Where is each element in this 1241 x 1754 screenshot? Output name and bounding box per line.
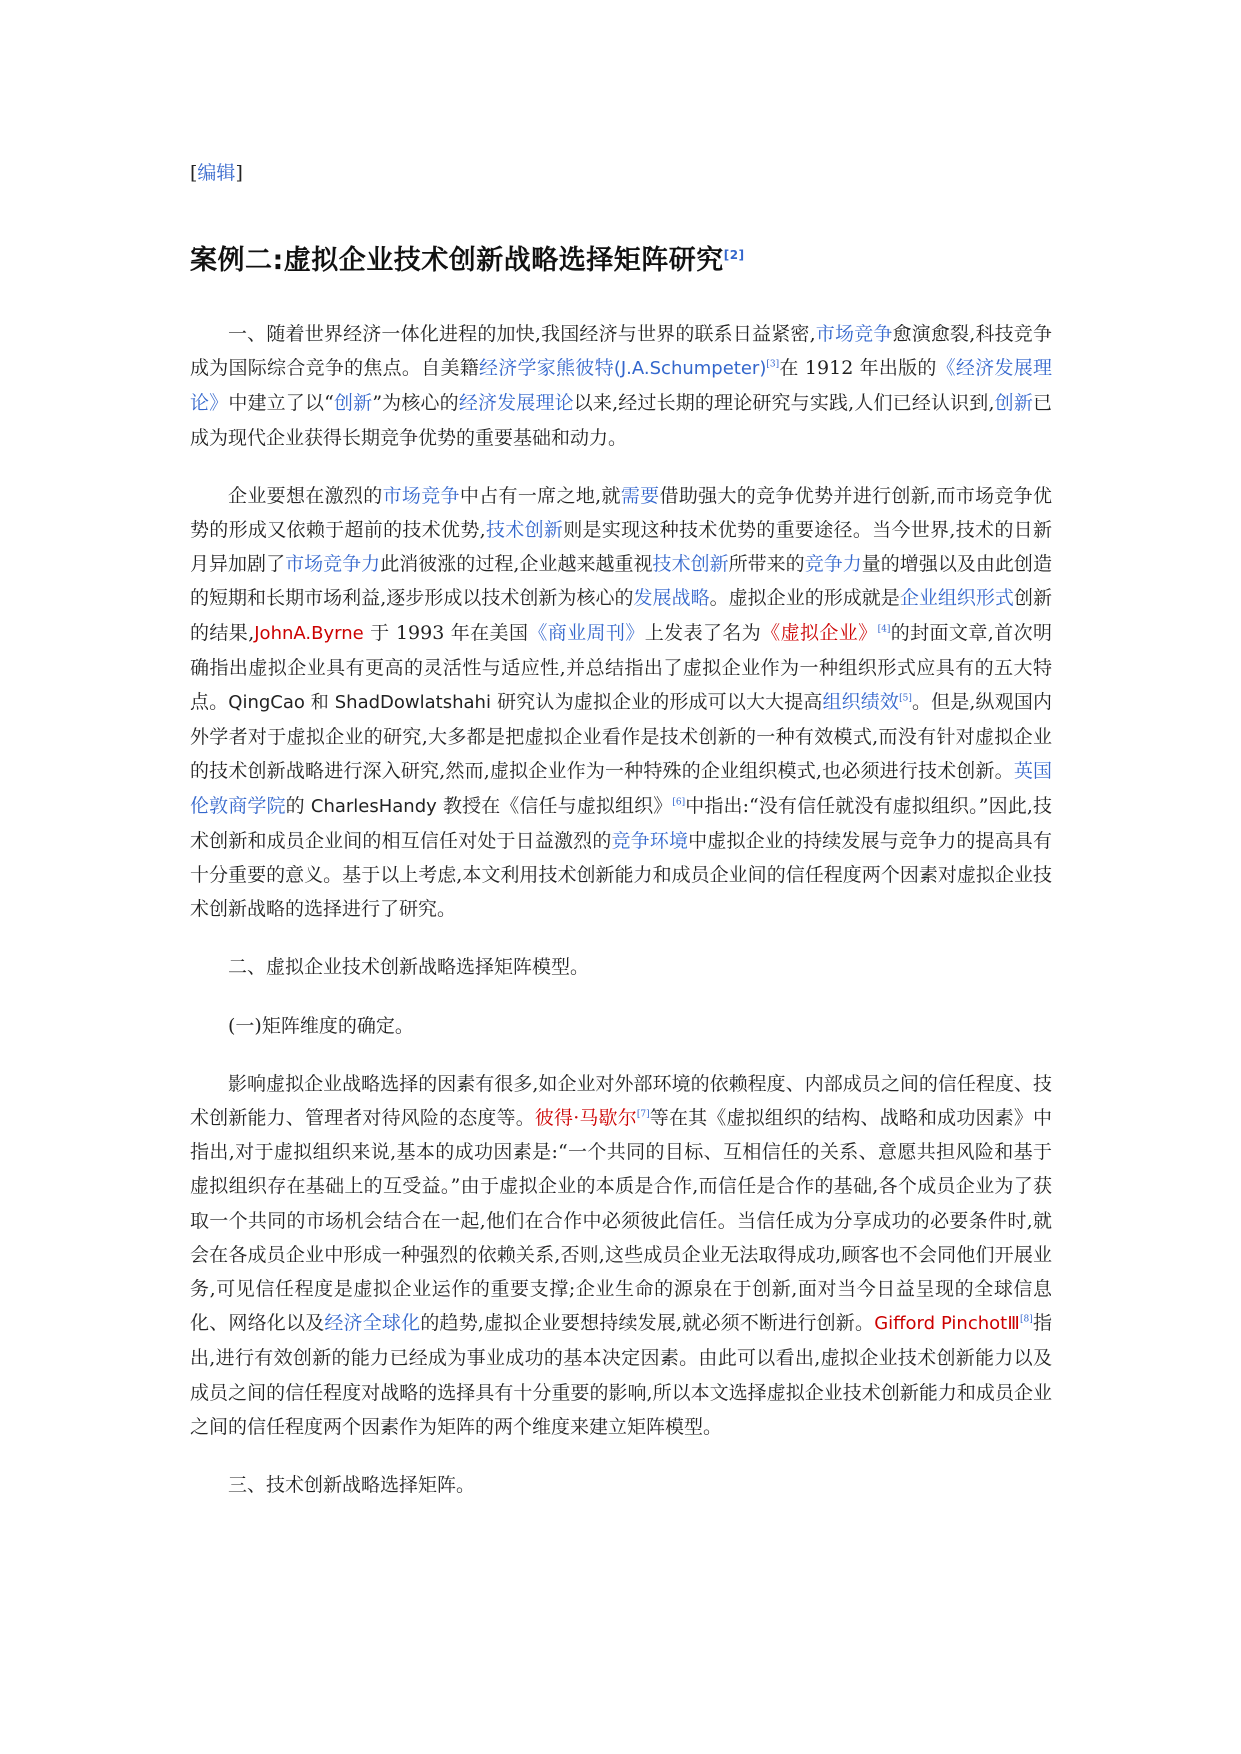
link-innovation[interactable]: 创新 xyxy=(333,392,373,415)
link-enterprise-organization-form[interactable]: 企业组织形式 xyxy=(899,587,1014,610)
article-body xyxy=(190,317,1052,1526)
text: 上发表了名为 xyxy=(644,621,762,644)
link-gifford-pinchot[interactable]: Gifford PinchotⅢ xyxy=(874,1313,1021,1335)
paragraph-1 xyxy=(190,317,1052,455)
text: 一、随着世界经济一体化进程的加快,我国经济与世界的联系日益紧密, xyxy=(228,323,816,345)
text: 指出,进行有效创新的能力已经成为事业成功的基本决定因素。由此可以看出,虚拟企业技术创新能力以及成员之间的信任程度对战略的选择具有十分重要的影响,所以本文选择虚拟企业技术创新能力和成员企业之间的信任程度两个因素作为矩阵的两个维度来建立矩阵模型。 xyxy=(190,1312,1052,1438)
edit-bracket-close: ] xyxy=(235,162,243,184)
link-market-competitiveness[interactable]: 市场竞争力 xyxy=(285,553,381,576)
text: 创新的结果, xyxy=(190,587,1052,644)
paragraph-4: (一)矩阵维度的确定。 xyxy=(228,1014,414,1037)
link-market-competition[interactable]: 市场竞争 xyxy=(382,484,460,507)
paragraph-6: 三、技术创新战略选择矩阵。 xyxy=(228,1474,476,1497)
text: 量的增强以及由此创造的短期和长期市场利益,逐步形成以技术创新为核心的 xyxy=(190,553,1052,610)
text: 的封面文章,首次明确指出虚拟企业具有更高的灵活性与适应性,并总结指出了虚拟企业作为一种组织形式应具有的五大特点。 xyxy=(190,621,1052,714)
link-competitiveness[interactable]: 竞争力 xyxy=(804,553,862,576)
text: 中占有一席之地,就 xyxy=(459,484,621,507)
title-reference-link[interactable]: [2] xyxy=(723,248,745,262)
reference-link[interactable]: [4] xyxy=(877,624,891,635)
text: 研究认为虚拟企业的形成可以大大提高 xyxy=(490,691,823,714)
link-need[interactable]: 需要 xyxy=(620,484,660,507)
link-john-byrne[interactable]: JohnA.Byrne xyxy=(254,622,364,644)
text-latin: CharlesHandy xyxy=(310,795,437,817)
paragraph-2 xyxy=(190,479,1052,927)
text: 。但是,纵观国内外学者对于虚拟企业的研究,大多都是把虚拟企业看作是技术创新的一种有效模式,而没有针对虚拟企业的技术创新战略进行深入研究,然而,虚拟企业作为一种特殊的企业组织模式,也必须进行技术创新。 xyxy=(190,691,1052,783)
text: 的 xyxy=(285,794,311,817)
paragraph-3: 二、虚拟企业技术创新战略选择矩阵模型。 xyxy=(228,956,590,979)
text: 。虚拟企业的形成就是 xyxy=(709,587,900,610)
link-business-week[interactable]: 《商业周刊》 xyxy=(528,621,645,644)
text: 此消彼涨的过程,企业越来越重视 xyxy=(380,553,653,576)
text: 则是实现这种技术优势的重要途径。当今世界,技术的日新月异加剧了 xyxy=(190,519,1052,576)
link-technology-innovation[interactable]: 技术创新 xyxy=(485,519,564,542)
link-competitive-environment[interactable]: 竞争环境 xyxy=(611,829,689,852)
reference-link[interactable]: [6] xyxy=(672,797,686,808)
link-innovation[interactable]: 创新 xyxy=(994,392,1033,415)
link-economist-schumpeter[interactable] xyxy=(479,357,766,379)
link-organizational-performance[interactable]: 组织绩效 xyxy=(822,691,900,714)
text: 于 1993 年在美国 xyxy=(363,621,529,644)
paragraph-5 xyxy=(190,1067,1052,1444)
text: 的趋势,虚拟企业要想持续发展,就必须不断进行创新。 xyxy=(420,1312,875,1335)
link-london-business-school[interactable]: 英国伦敦商学院 xyxy=(190,760,1052,817)
link-virtual-enterprise[interactable]: 《虚拟企业》 xyxy=(761,621,878,644)
text: 中建立了以“ xyxy=(228,392,334,415)
text: 中指出:“没有信任就没有虚拟组织。”因此,技术创新和成员企业间的相互信任对处于日益激烈的 xyxy=(190,794,1052,852)
link-economic-development-theory[interactable]: 经济发展理论 xyxy=(458,392,574,415)
text: 在 1912 年出版的 xyxy=(779,357,937,380)
text: 借助强大的竞争优势并进行创新,而市场竞争优势的形成又依赖于超前的技术优势, xyxy=(190,484,1052,542)
text: ”为核心的 xyxy=(372,392,459,415)
reference-link[interactable]: [5] xyxy=(899,693,912,704)
text: 影响虚拟企业战略选择的因素有很多,如企业对外部环境的依赖程度、内部成员之间的信任程度、技术创新能力、管理者对待风险的态度等。 xyxy=(190,1072,1052,1130)
link-economic-globalization[interactable]: 经济全球化 xyxy=(324,1312,421,1335)
text: 中虚拟企业的持续发展与竞争力的提高具有十分重要的意义。基于以上考虑,本文利用技术创新能力和成员企业间的信任程度两个因素对虚拟企业技术创新战略的选择进行了研究。 xyxy=(190,829,1052,921)
edit-link[interactable]: 编辑 xyxy=(197,162,236,184)
link-development-strategy[interactable]: 发展战略 xyxy=(633,587,710,610)
link-economic-development-theory-book[interactable]: 《经济发展理论》 xyxy=(190,357,1052,415)
text: 企业要想在激烈的 xyxy=(228,484,383,507)
text: 愈演愈裂,科技竞争成为国际综合竞争的焦点。自美籍 xyxy=(190,323,1052,380)
edit-bracket-open: [ xyxy=(190,162,198,184)
section-title-text: 案例二:虚拟企业技术创新战略选择矩阵研究 xyxy=(190,245,724,276)
section-title xyxy=(190,238,745,277)
reference-link[interactable]: [3] xyxy=(766,359,780,370)
link-label: 经济学家熊彼特 xyxy=(478,357,614,380)
text: 已成为现代企业获得长期竞争优势的重要基础和动力。 xyxy=(190,392,1052,449)
reference-link[interactable]: [7] xyxy=(636,1109,650,1120)
reference-link[interactable]: [8] xyxy=(1020,1314,1033,1325)
link-technology-innovation[interactable]: 技术创新 xyxy=(652,553,729,576)
text: 以来,经过长期的理论研究与实践,人们已经认识到, xyxy=(573,392,995,415)
text: 所带来的 xyxy=(728,553,805,576)
edit-section xyxy=(190,158,243,185)
link-label-latin: (J.A.Schumpeter) xyxy=(613,358,767,380)
text: 教授在《信任与虚拟组织》 xyxy=(436,794,673,817)
text: 等在其《虚拟组织的结构、战略和成功因素》中指出,对于虚拟组织来说,基本的成功因素是:“一个共同的目标、互相信任的关系、意愿共担风险和基于虚拟组织存在基础上的互受益。”由于虚拟企业的本质是合作,而信任是合作的基础,各个成员企业为了获取一个共同的市场机会结合在一起,他们在合作中必须彼此信任。当信任成为分享成功的必要条件时,就会在各成员企业中形成一种强烈的依赖关系,否则,这些成员企业无法取得成功,顾客也不会同他们开展业务,可见信任程度是虚拟企业运作的重要支撑;企业生命的源泉在于创新,面对当今日益呈现的全球信息化、网络化以及 xyxy=(190,1107,1052,1335)
text-latin: QingCao 和 ShadDowlatshahi xyxy=(228,692,491,714)
link-market-competition[interactable]: 市场竞争 xyxy=(815,323,893,345)
link-peter-marshall[interactable]: 彼得·马歇尔 xyxy=(534,1107,637,1130)
